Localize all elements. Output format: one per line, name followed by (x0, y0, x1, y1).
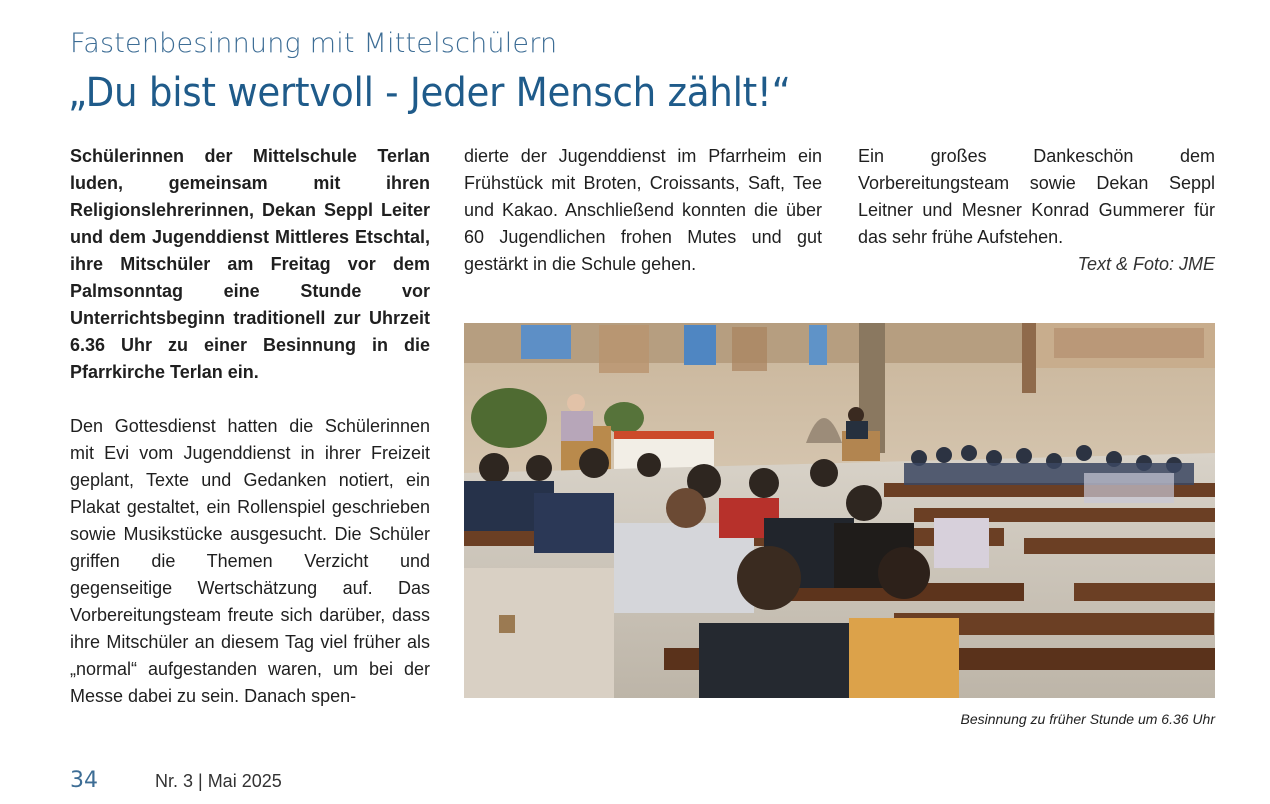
body-paragraph-3: Ein großes Dankeschön dem Vorbereitungsteam sowie Dekan Seppl Leitner und Mesner Konrad Gummerer für das sehr frühe Aufstehen. (858, 146, 1215, 247)
article-lead: Schülerinnen der Mittelschule Terlan luden, gemeinsam mit ihren Religionslehrerinnen, Dekan Seppl Leiter und dem Jugenddienst Mittleres Etschtal, ihre Mitschüler am Freitag vor dem Palmsonntag eine Stunde vor Unterrichtsbeginn traditionell zur Uhrzeit 6.36 Uhr zu einer Besinnung in die Pfarrkirche Terlan ein. (70, 146, 430, 382)
page-number: 34 (70, 768, 98, 793)
column-3 (858, 143, 1215, 278)
article-photo (464, 323, 1215, 698)
column-1 (70, 143, 430, 710)
photo-caption: Besinnung zu früher Stunde um 6.36 Uhr (960, 711, 1215, 727)
article-headline: „Du bist wertvoll - Jeder Mensch zählt!“ (68, 70, 791, 116)
body-paragraph-2: dierte der Jugenddienst im Pfarrheim ein Frühstück mit Broten, Croissants, Saft, Tee und Kakao. Anschließend konnten die über 60 Jugendlichen frohen Mutes und gut gestärkt in die Schule gehen. (464, 146, 822, 274)
column-2 (464, 143, 822, 278)
body-paragraph-1: Den Gottesdienst hatten die Schülerinnen mit Evi vom Jugenddienst in ihrer Freizeit geplant, Texte und Gedanken notiert, ein Plakat gestaltet, ein Rollenspiel geschrieben sowie Musikstücke ausgesucht. Die Schüler griffen die Themen Verzicht und gegenseitige Wertschätzung auf. Das Vorbereitungsteam freute sich darüber, dass ihre Mitschüler an diesem Tag viel früher als „normal“ aufgestanden waren, um bei der Messe dabei zu sein. Danach spen- (70, 416, 430, 706)
issue-info: Nr. 3 | Mai 2025 (155, 771, 282, 791)
photo-credit: Text & Foto: JME (1077, 254, 1215, 274)
article-kicker: Fastenbesinnung mit Mittelschülern (70, 28, 558, 59)
church-interior-illustration (464, 323, 1215, 698)
